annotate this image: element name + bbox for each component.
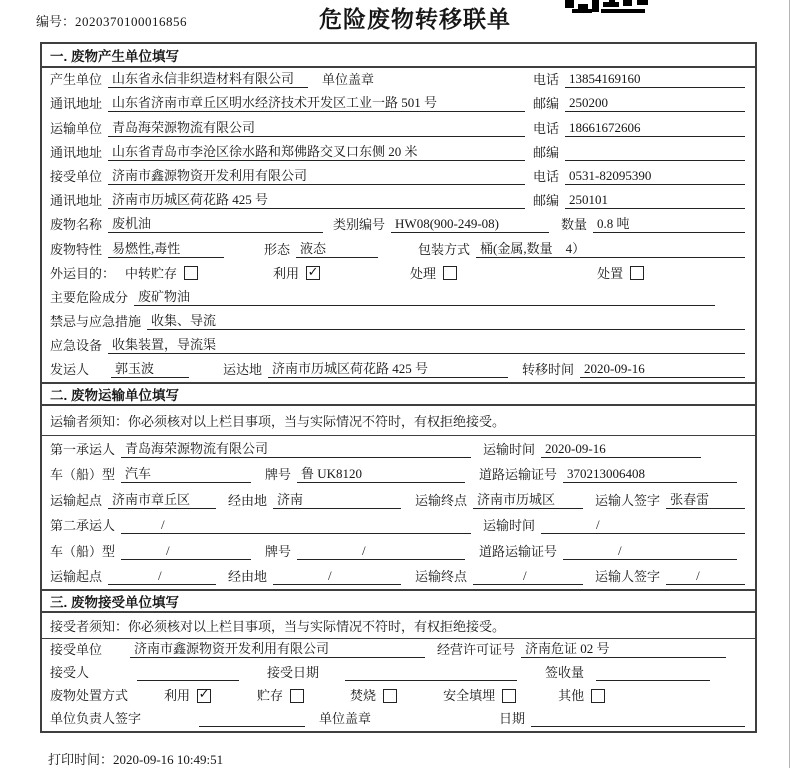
disposal-option-incinerate bbox=[350, 685, 397, 704]
taboo-measures-label: 禁忌与应急措施 bbox=[50, 314, 142, 330]
sign-date-value bbox=[531, 710, 745, 727]
packing-label: 包装方式 bbox=[418, 241, 471, 257]
disposal-option-utilize bbox=[164, 685, 211, 704]
route-start2-label: 运输起点 bbox=[50, 569, 103, 585]
producer-post-label: 邮编 bbox=[532, 96, 559, 112]
section3-notice: 接受者须知：你必须核对以上栏目事项，当与实际情况不符时，有权拒绝接受。 bbox=[42, 613, 755, 639]
print-time-value: 2020-09-16 10:49:51 bbox=[113, 752, 224, 767]
section2-notice: 运输者须知：你必须核对以上栏目事项，当与实际情况不符时，有权拒绝接受。 bbox=[42, 406, 755, 436]
transport-time-label: 运输时间 bbox=[483, 441, 536, 457]
transporter-sign2-label: 运输人签字 bbox=[595, 569, 661, 585]
route-start-label: 运输起点 bbox=[50, 492, 103, 508]
main-hazard-label: 主要危险成分 bbox=[50, 289, 129, 305]
print-time-field bbox=[48, 749, 223, 768]
producer-address-value: 山东省济南市章丘区明水经济技术开发区工业一路 501 号 bbox=[108, 94, 525, 112]
dispatcher-label: 发运人 bbox=[50, 362, 90, 378]
transporter-sign-value: 张春雷 bbox=[666, 491, 745, 509]
dispatch-row bbox=[42, 358, 755, 382]
page-title: 危险废物转移联单 bbox=[319, 7, 511, 32]
transporter-address-label: 通讯地址 bbox=[50, 144, 103, 160]
transporter-post-value bbox=[565, 144, 745, 161]
first-carrier-value: 青岛海荣源物流有限公司 bbox=[121, 440, 471, 458]
category-code-label: 类别编号 bbox=[333, 217, 386, 233]
main-hazard-value: 废矿物油 bbox=[134, 288, 715, 306]
taboo-measures-value: 收集、导流 bbox=[147, 312, 745, 330]
second-carrier-value: / bbox=[121, 516, 471, 534]
transporter-post-label: 邮编 bbox=[532, 144, 559, 160]
vehicle-type2-label: 车（船）型 bbox=[50, 543, 116, 559]
receiver-phone-value: 0531-82095390 bbox=[565, 167, 745, 185]
transporter-phone-label: 电话 bbox=[532, 120, 559, 136]
dispatcher-value: 郭玉波 bbox=[111, 360, 189, 378]
transport-time-value: 2020-09-16 bbox=[541, 440, 701, 458]
waste-name-value: 废机油 bbox=[108, 215, 323, 233]
disposal-option-incinerate-text: 焚烧 bbox=[350, 688, 377, 704]
transporter-sign2-value: / bbox=[666, 567, 745, 585]
responsible-sign-row bbox=[42, 708, 755, 731]
transporter-unit-value: 青岛海荣源物流有限公司 bbox=[108, 119, 525, 137]
purpose-option-treat-text: 处理 bbox=[410, 265, 437, 281]
accept-date-value bbox=[345, 664, 517, 681]
road-permit2-value: / bbox=[563, 542, 737, 560]
disposal-other-checkbox-icon bbox=[591, 689, 605, 703]
purpose-option-dispose-text: 处置 bbox=[597, 265, 624, 281]
second-carrier-label: 第二承运人 bbox=[50, 518, 116, 534]
vehicle-type-label: 车（船）型 bbox=[50, 467, 116, 483]
purpose-option-utilize-text: 利用 bbox=[273, 265, 300, 281]
print-time-label: 打印时间： bbox=[48, 752, 114, 767]
producer-address-label: 通讯地址 bbox=[50, 96, 103, 112]
receiver-unit-label: 接受单位 bbox=[50, 168, 103, 184]
form-state-value: 液态 bbox=[296, 240, 378, 258]
route-via2-label: 经由地 bbox=[228, 569, 268, 585]
responsible-sign-value bbox=[199, 710, 305, 727]
accept-unit-row bbox=[42, 639, 755, 662]
road-permit-label: 道路运输证号 bbox=[479, 467, 558, 483]
first-route-row bbox=[42, 487, 755, 513]
producer-phone-value: 13854169160 bbox=[565, 70, 745, 88]
transporter-phone-value: 18661672606 bbox=[565, 119, 745, 137]
form-state-label: 形态 bbox=[264, 241, 291, 257]
second-carrier-row bbox=[42, 513, 755, 539]
disposal-option-landfill bbox=[443, 685, 516, 704]
producer-address-row bbox=[42, 92, 755, 116]
accept-date-label: 接受日期 bbox=[267, 665, 320, 681]
waste-name-row bbox=[42, 213, 755, 237]
transfer-time-value: 2020-09-16 bbox=[580, 360, 745, 378]
receiver-post-label: 邮编 bbox=[532, 193, 559, 209]
emergency-equipment-row bbox=[42, 334, 755, 358]
destination-label: 运达地 bbox=[223, 362, 263, 378]
first-carrier-label: 第一承运人 bbox=[50, 441, 116, 457]
purpose-option-treat bbox=[410, 263, 457, 282]
disposal-option-utilize-text: 利用 bbox=[164, 688, 191, 704]
producer-post-value: 250200 bbox=[565, 94, 745, 112]
vehicle-type-value: 汽车 bbox=[121, 465, 251, 483]
section3-body bbox=[42, 639, 755, 731]
waste-traits-label: 废物特性 bbox=[50, 241, 103, 257]
plate-number2-label: 牌号 bbox=[265, 543, 292, 559]
section1-body bbox=[42, 68, 755, 382]
category-code-value: HW08(900-249-08) bbox=[391, 215, 549, 233]
acceptor-label: 接受人 bbox=[50, 665, 90, 681]
destination-value: 济南市历城区荷花路 425 号 bbox=[268, 360, 508, 378]
plate-number-label: 牌号 bbox=[265, 467, 292, 483]
section2-body bbox=[42, 436, 755, 589]
transfer-storage-checkbox-icon bbox=[184, 266, 198, 280]
receiver-unit-value: 济南市鑫源物资开发利用有限公司 bbox=[108, 167, 525, 185]
route-end2-label: 运输终点 bbox=[415, 569, 468, 585]
quantity-value: 0.8 吨 bbox=[593, 215, 745, 233]
producer-unit-value: 山东省永信非织造材料有限公司 bbox=[108, 70, 308, 88]
accept-unit-value: 济南市鑫源物资开发利用有限公司 bbox=[130, 640, 425, 658]
route-start2-value: / bbox=[108, 567, 216, 585]
responsible-sign-label: 单位负责人签字 bbox=[50, 711, 142, 727]
waste-name-label: 废物名称 bbox=[50, 217, 103, 233]
vehicle-type2-value: / bbox=[121, 542, 251, 560]
transfer-time-label: 转移时间 bbox=[522, 362, 575, 378]
route-via2-value: / bbox=[273, 567, 401, 585]
producer-unit-row bbox=[42, 68, 755, 92]
quantity-label: 数量 bbox=[561, 217, 588, 233]
dispose-checkbox-icon bbox=[630, 266, 644, 280]
route-end2-value: / bbox=[473, 567, 583, 585]
transport-time2-label: 运输时间 bbox=[483, 518, 536, 534]
disposal-landfill-checkbox-icon bbox=[502, 689, 516, 703]
route-via-value: 济南 bbox=[273, 491, 401, 509]
receiver-address-label: 通讯地址 bbox=[50, 193, 103, 209]
road-permit2-label: 道路运输证号 bbox=[479, 543, 558, 559]
utilize-checkbox-icon: ✓ bbox=[307, 263, 319, 279]
disposal-option-other-text: 其他 bbox=[558, 688, 585, 704]
transport-purpose-row bbox=[42, 262, 755, 286]
plate-number-value: 鲁 UK8120 bbox=[297, 465, 465, 483]
receiver-address-value: 济南市历城区荷花路 425 号 bbox=[108, 191, 525, 209]
disposal-method-label: 废物处置方式 bbox=[50, 688, 129, 704]
disposal-option-other bbox=[558, 685, 605, 704]
disposal-option-landfill-text: 安全填埋 bbox=[443, 688, 496, 704]
purpose-option-utilize bbox=[273, 263, 320, 282]
purpose-option-transfer-storage-text: 中转贮存 bbox=[125, 265, 178, 281]
receiver-phone-label: 电话 bbox=[532, 168, 559, 184]
disposal-option-storage-text: 贮存 bbox=[257, 688, 284, 704]
route-end-label: 运输终点 bbox=[415, 492, 468, 508]
second-route-row bbox=[42, 564, 755, 590]
emergency-equipment-value: 收集装置，导流渠 bbox=[108, 336, 745, 354]
route-end-value: 济南市历城区 bbox=[473, 491, 583, 509]
route-via-label: 经由地 bbox=[228, 492, 268, 508]
plate-number2-value: / bbox=[297, 542, 465, 560]
disposal-method-row bbox=[42, 685, 755, 708]
transfer-form-table bbox=[40, 42, 757, 733]
license-label: 经营许可证号 bbox=[437, 642, 516, 658]
waste-traits-row bbox=[42, 237, 755, 261]
taboo-measures-row bbox=[42, 310, 755, 334]
purpose-option-dispose bbox=[597, 263, 644, 282]
transporter-address-value: 山东省青岛市李沧区徐水路和郑佛路交叉口东侧 20 米 bbox=[108, 143, 525, 161]
transporter-sign-label: 运输人签字 bbox=[595, 492, 661, 508]
section2-header: 二. 废物运输单位填写 bbox=[42, 382, 755, 406]
waste-traits-value: 易燃性,毒性 bbox=[108, 240, 224, 258]
road-permit-value: 370213006408 bbox=[563, 465, 737, 483]
transporter-address-row bbox=[42, 141, 755, 165]
treat-checkbox-icon bbox=[443, 266, 457, 280]
section1-header: 一. 废物产生单位填写 bbox=[42, 44, 755, 68]
sign-date-label: 日期 bbox=[499, 711, 526, 727]
main-hazard-row bbox=[42, 286, 755, 310]
page-edge-line bbox=[789, 0, 790, 768]
route-start-value: 济南市章丘区 bbox=[108, 491, 216, 509]
disposal-option-storage bbox=[257, 685, 304, 704]
acceptor-value bbox=[137, 664, 239, 681]
unit-seal2-label: 单位盖章 bbox=[319, 711, 372, 727]
receiver-post-value: 250101 bbox=[565, 191, 745, 209]
receiver-address-row bbox=[42, 189, 755, 213]
unit-seal-label: 单位盖章 bbox=[322, 72, 375, 88]
acceptor-row bbox=[42, 662, 755, 685]
qr-code-icon bbox=[565, 0, 650, 13]
packing-value: 桶(金属,数量 4） bbox=[476, 240, 745, 258]
section3-header: 三. 废物接受单位填写 bbox=[42, 589, 755, 613]
transport-purpose-label: 外运目的： bbox=[50, 265, 116, 281]
first-vehicle-row bbox=[42, 462, 755, 488]
disposal-utilize-checkbox-icon: ✓ bbox=[198, 686, 210, 702]
receiver-unit-row bbox=[42, 165, 755, 189]
producer-phone-label: 电话 bbox=[532, 72, 559, 88]
producer-unit-label: 产生单位 bbox=[50, 72, 103, 88]
disposal-storage-checkbox-icon bbox=[290, 689, 304, 703]
second-vehicle-row bbox=[42, 538, 755, 564]
accept-unit-label: 接受单位 bbox=[50, 642, 103, 658]
disposal-incinerate-checkbox-icon bbox=[383, 689, 397, 703]
first-carrier-row bbox=[42, 436, 755, 462]
serial-number-label: 编号： bbox=[36, 14, 76, 29]
transporter-unit-row bbox=[42, 116, 755, 140]
transporter-unit-label: 运输单位 bbox=[50, 120, 103, 136]
transport-time2-value: / bbox=[541, 516, 745, 534]
license-value: 济南危证 02 号 bbox=[521, 640, 726, 658]
emergency-equipment-label: 应急设备 bbox=[50, 338, 103, 354]
serial-number-value: 2020370100016856 bbox=[75, 14, 188, 29]
signed-amount-value bbox=[596, 664, 710, 681]
signed-amount-label: 签收量 bbox=[545, 665, 585, 681]
purpose-option-transfer-storage bbox=[125, 263, 198, 282]
